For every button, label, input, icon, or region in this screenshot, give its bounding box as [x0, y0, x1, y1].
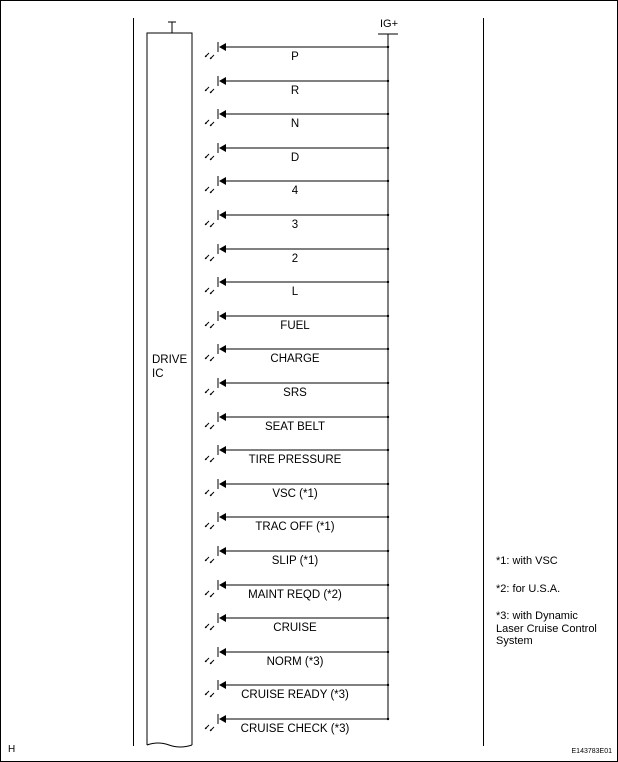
led-icon	[219, 480, 226, 488]
indicator-label: SEAT BELT	[264, 421, 326, 433]
corner-mark: H	[8, 744, 16, 755]
led-icon	[219, 110, 226, 118]
ig-plus-label: IG+	[380, 18, 399, 30]
led-icon	[219, 77, 226, 85]
led-icon	[219, 43, 226, 51]
led-icon	[219, 446, 226, 454]
indicator-label: SRS	[283, 387, 307, 399]
indicator-label: R	[290, 85, 300, 97]
indicator-label: FUEL	[280, 320, 310, 332]
indicator-label: SLIP (*1)	[271, 555, 319, 567]
led-icon	[219, 278, 226, 286]
indicator-label: D	[290, 152, 300, 164]
drive-ic-box	[147, 33, 192, 745]
figure-id: E143783E01	[571, 748, 612, 755]
led-icon	[219, 715, 226, 723]
indicator-label: L	[291, 286, 299, 298]
led-icon	[219, 581, 226, 589]
indicator-label: TRAC OFF (*1)	[255, 521, 335, 533]
indicator-label: VSC (*1)	[272, 488, 318, 500]
indicator-label: CRUISE	[273, 622, 317, 634]
indicator-label: 3	[291, 219, 299, 231]
led-icon	[219, 245, 226, 253]
indicator-label: TIRE PRESSURE	[248, 454, 342, 466]
footnotes	[496, 555, 597, 663]
indicator-label: NORM (*3)	[266, 656, 324, 668]
led-icon	[219, 648, 226, 656]
led-icon	[219, 211, 226, 219]
led-icon	[219, 513, 226, 521]
led-icon	[219, 144, 226, 152]
indicator-label: N	[290, 118, 300, 130]
indicator-label: P	[291, 51, 299, 63]
indicator-label: CRUISE CHECK (*3)	[240, 723, 350, 735]
drive-ic-label: DRIVE IC	[152, 354, 188, 380]
led-icon	[219, 614, 226, 622]
indicator-label: CRUISE READY (*3)	[241, 689, 349, 701]
led-icon	[219, 547, 226, 555]
indicator-label: MAINT REQD (*2)	[248, 589, 342, 601]
indicator-label: 4	[291, 185, 299, 197]
note-1: *1: with VSC	[496, 555, 558, 567]
led-icon	[219, 379, 226, 387]
indicator-label: CHARGE	[270, 353, 320, 365]
note-2: *2: for U.S.A.	[496, 582, 561, 595]
indicator-label: 2	[291, 253, 299, 265]
led-icon	[219, 413, 226, 421]
led-icon	[219, 177, 226, 185]
drive-ic-break	[147, 743, 192, 747]
led-icon	[219, 681, 226, 689]
led-icon	[219, 312, 226, 320]
led-icon	[219, 345, 226, 353]
note-3: *3: with Dynamic Laser Cruise Control System	[496, 610, 597, 647]
